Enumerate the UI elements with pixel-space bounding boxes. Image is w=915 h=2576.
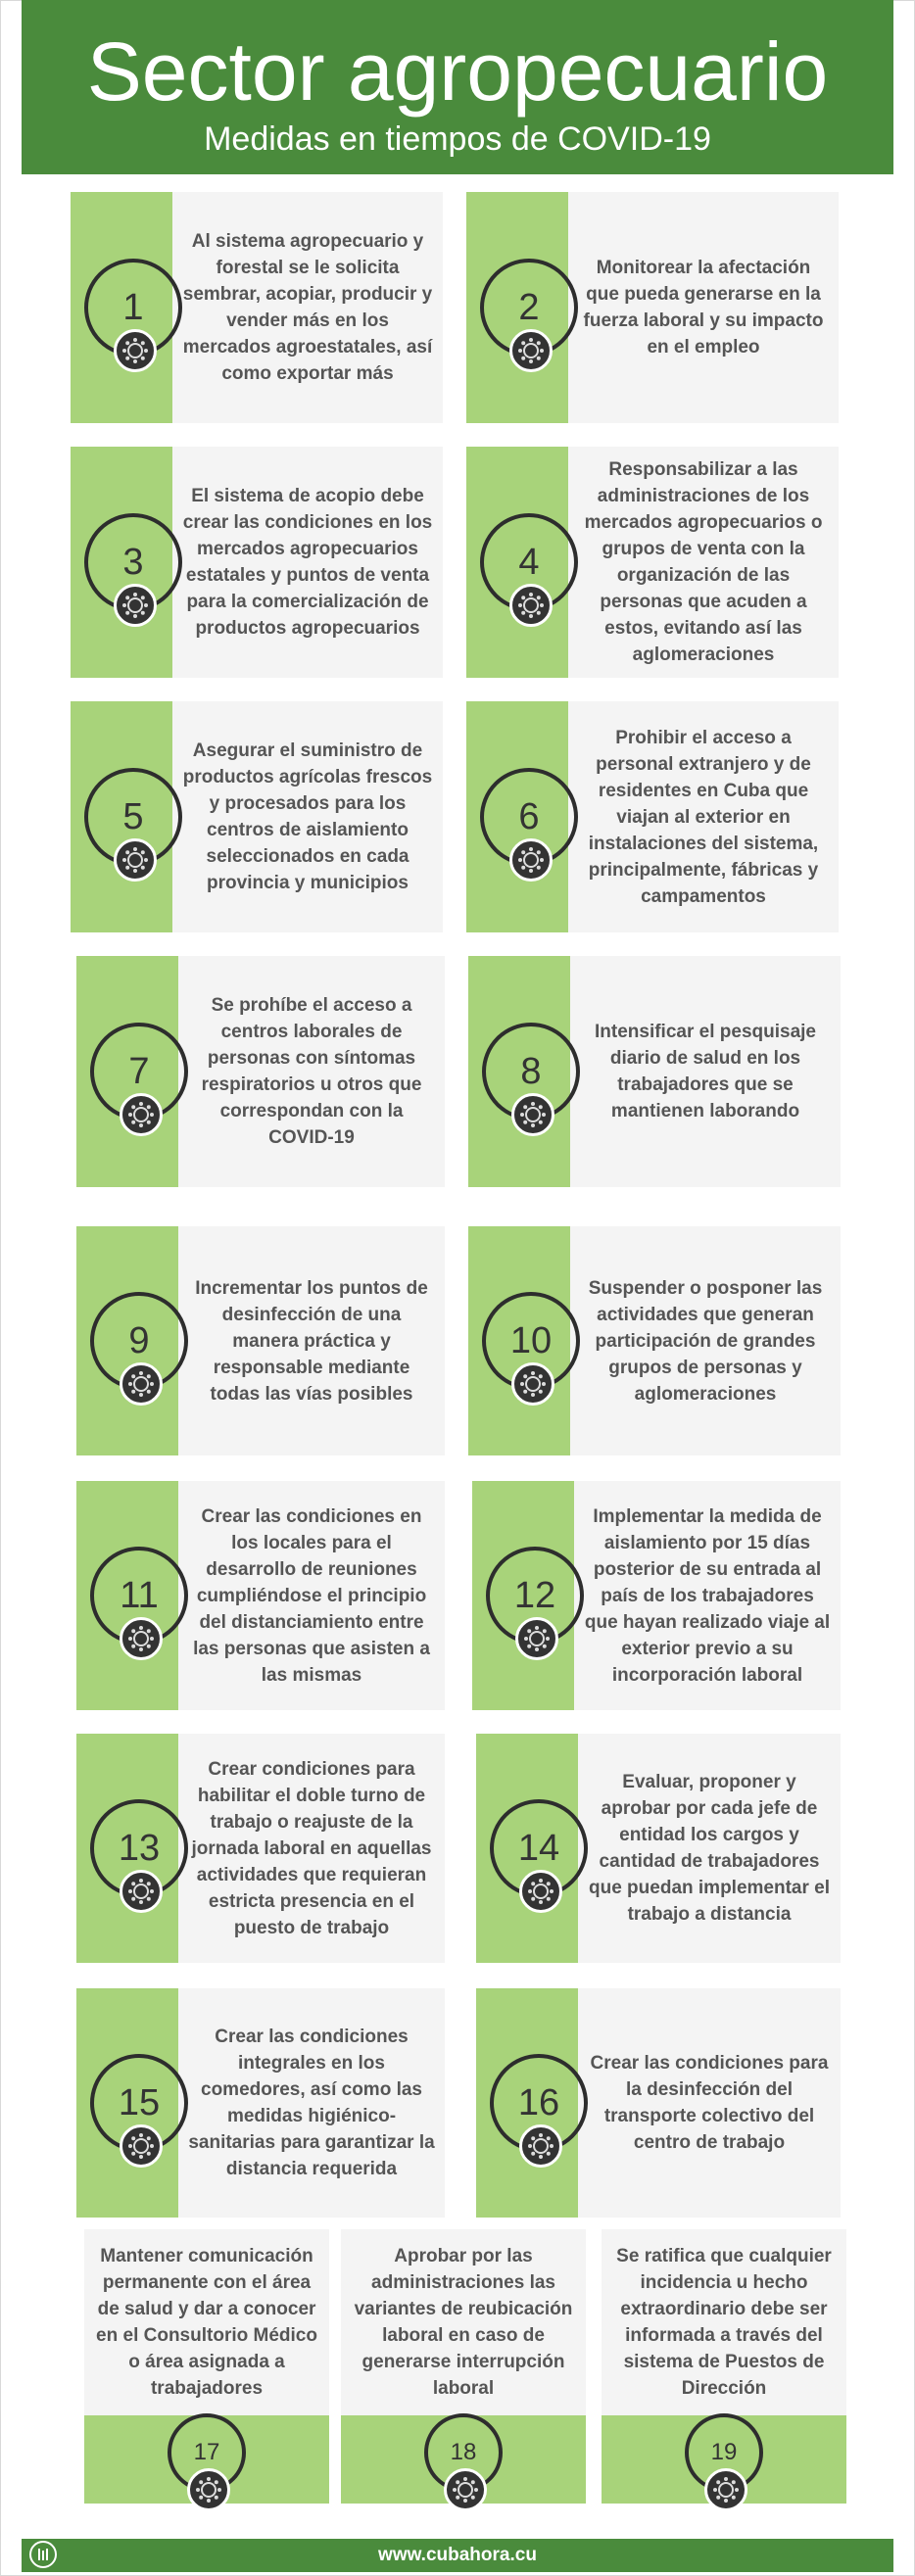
- measure-number: 13: [118, 1828, 161, 1869]
- measure-text: Monitorear la afectación que pueda generarse en la fuerza laboral y su impacto en el empleo: [583, 258, 824, 358]
- number-circle: [90, 1292, 188, 1390]
- measure-number: 16: [517, 2082, 560, 2123]
- coronavirus-icon: [444, 2468, 487, 2511]
- card-text-area: [341, 2229, 586, 2415]
- measure-number: 1: [122, 287, 144, 328]
- measure-text: Evaluar, proponer y aprobar por cada jefe de entidad los cargos y cantidad de trabajadores que puedan implementar el trabajo a distancia: [589, 1772, 830, 1925]
- coronavirus-icon: [120, 1093, 163, 1136]
- measure-card: [76, 1734, 445, 1963]
- coronavirus-icon: [120, 1870, 163, 1913]
- coronavirus-icon: [509, 329, 553, 372]
- number-circle: [84, 513, 182, 611]
- measure-text: Se ratifica que cualquier incidencia u hecho extraordinario debe ser informada a través del sistema de Puestos de Dirección: [616, 2246, 832, 2399]
- page-subtitle: Medidas en tiempos de COVID-19: [204, 120, 711, 158]
- measure-text: Suspender o posponer las actividades que generan participación de grandes grupos de personas y aglomeraciones: [588, 1277, 823, 1405]
- measure-number: 18: [450, 2439, 477, 2465]
- coronavirus-icon: [519, 2124, 562, 2168]
- measure-text: Crear las condiciones en los locales para el desarrollo de reuniones cumpliéndose el principio del distanciamiento entre las personas que asisten a las mismas: [193, 1505, 430, 1686]
- coronavirus-icon: [511, 1362, 554, 1406]
- number-circle: [490, 2054, 588, 2152]
- measure-card: [466, 192, 839, 423]
- number-circle: [90, 1547, 188, 1645]
- number-circle: [480, 513, 578, 611]
- measure-card: [84, 2229, 329, 2504]
- measure-number: 4: [518, 542, 540, 583]
- measure-card: [71, 447, 443, 678]
- measure-number: 12: [513, 1575, 556, 1616]
- coronavirus-icon: [120, 1617, 163, 1660]
- measure-card: [76, 1226, 445, 1455]
- number-circle: [480, 259, 578, 357]
- card-text-area: [84, 2229, 329, 2415]
- number-circle: [486, 1547, 584, 1645]
- measure-number: 10: [509, 1320, 553, 1361]
- measure-number: 11: [120, 1575, 159, 1616]
- measure-text: Intensificar el pesquisaje diario de salud en los trabajadores que se mantienen laborando: [595, 1022, 816, 1121]
- number-circle: [90, 1799, 188, 1897]
- number-circle: [90, 2054, 188, 2152]
- number-circle: [168, 2413, 246, 2492]
- measure-text: Al sistema agropecuario y forestal se le solicita sembrar, acopiar, producir y vender más en los mercados agroestatales, así como exportar más: [182, 231, 433, 384]
- measure-text: Se prohíbe el acceso a centros laborales de personas con síntomas respiratorios u otros que correspondan con la COVID-19: [201, 995, 422, 1148]
- coronavirus-icon: [519, 1870, 562, 1913]
- coronavirus-icon: [120, 2124, 163, 2168]
- measure-number: 2: [518, 287, 540, 328]
- measure-text: Crear las condiciones para la desinfección del transporte colectivo del centro de trabajo: [590, 2053, 829, 2153]
- measure-text: Crear las condiciones integrales en los comedores, así como las medidas higiénico-sanitarias para garantizar la distancia requerida: [188, 2027, 435, 2179]
- number-circle: [685, 2413, 763, 2492]
- measure-text: El sistema de acopio debe crear las condiciones en los mercados agropecuarios estatales y puntos de venta para la comercialización de productos agropecuarios: [182, 486, 433, 639]
- number-circle: [84, 768, 182, 866]
- coronavirus-icon: [114, 329, 157, 372]
- coronavirus-icon: [704, 2468, 747, 2511]
- coronavirus-icon: [509, 838, 553, 882]
- measure-number: 6: [518, 796, 540, 837]
- footer-url: www.cubahora.cu: [378, 2545, 537, 2565]
- measure-text: Asegurar el suministro de productos agrícolas frescos y procesados para los centros de aislamiento seleccionados en cada provincia y municipios: [182, 740, 433, 893]
- coronavirus-icon: [187, 2468, 230, 2511]
- number-circle: [482, 1292, 580, 1390]
- measure-number: 3: [122, 542, 144, 583]
- coronavirus-icon: [515, 1617, 558, 1660]
- measure-number: 8: [520, 1051, 542, 1092]
- measure-card: [476, 1734, 841, 1963]
- measure-card: [71, 701, 443, 932]
- measure-text: Aprobar por las administraciones las variantes de reubicación laboral en caso de generarse interrupción laboral: [354, 2246, 573, 2399]
- coronavirus-icon: [114, 838, 157, 882]
- measure-text: Incrementar los puntos de desinfección de una manera práctica y responsable mediante todas las vías posibles: [195, 1277, 428, 1405]
- measure-number: 7: [128, 1051, 150, 1092]
- page-title: Sector agropecuario: [86, 25, 829, 118]
- measure-number: 17: [193, 2439, 220, 2465]
- measure-text: Prohibir el acceso a personal extranjero y de residentes en Cuba que viajan al exterior en instalaciones del sistema, principalmente, fábricas y campamentos: [588, 727, 819, 907]
- measure-card: [468, 956, 841, 1187]
- number-circle: [424, 2413, 503, 2492]
- measure-card: [76, 1481, 445, 1710]
- measure-text: Crear condiciones para habilitar el doble turno de trabajo o reajuste de la jornada laboral en aquellas actividades que requieran estricta presencia en el puesto de trabajo: [191, 1758, 432, 1938]
- number-circle: [480, 768, 578, 866]
- measure-card: [466, 447, 839, 678]
- measure-text: Responsabilizar a las administraciones de los mercados agropecuarios o grupos de venta con la organización de las personas que acuden a estos, evitando así las aglomeraciones: [584, 459, 823, 665]
- header-banner: [22, 0, 893, 174]
- measure-card: [472, 1481, 841, 1710]
- number-circle: [490, 1799, 588, 1897]
- coronavirus-icon: [114, 584, 157, 627]
- measure-card: [76, 1988, 445, 2218]
- measure-card: [602, 2229, 846, 2504]
- number-circle: [482, 1023, 580, 1121]
- measure-number: 19: [710, 2439, 738, 2465]
- measure-card: [468, 1226, 841, 1455]
- coronavirus-icon: [120, 1362, 163, 1406]
- coronavirus-icon: [511, 1093, 554, 1136]
- measure-card: [76, 956, 445, 1187]
- footer-bar: [22, 2539, 893, 2572]
- measure-text: Implementar la medida de aislamiento por 15 días posterior de su entrada al país de los trabajadores que hayan realizado viaje al exterior previo a su incorporación laboral: [584, 1505, 831, 1686]
- measure-number: 9: [128, 1320, 150, 1361]
- measure-card: [341, 2229, 586, 2504]
- measure-number: 14: [517, 1828, 560, 1869]
- measure-card: [71, 192, 443, 423]
- number-circle: [84, 259, 182, 357]
- measure-number: 5: [122, 796, 144, 837]
- measure-number: 15: [118, 2082, 161, 2123]
- measure-card: [466, 701, 839, 932]
- measure-card: [476, 1988, 841, 2218]
- measure-text: Mantener comunicación permanente con el área de salud y dar a conocer en el Consultorio Médico o área asignada a trabajadores: [96, 2246, 317, 2399]
- coronavirus-icon: [509, 584, 553, 627]
- card-text-area: [602, 2229, 846, 2415]
- number-circle: [90, 1023, 188, 1121]
